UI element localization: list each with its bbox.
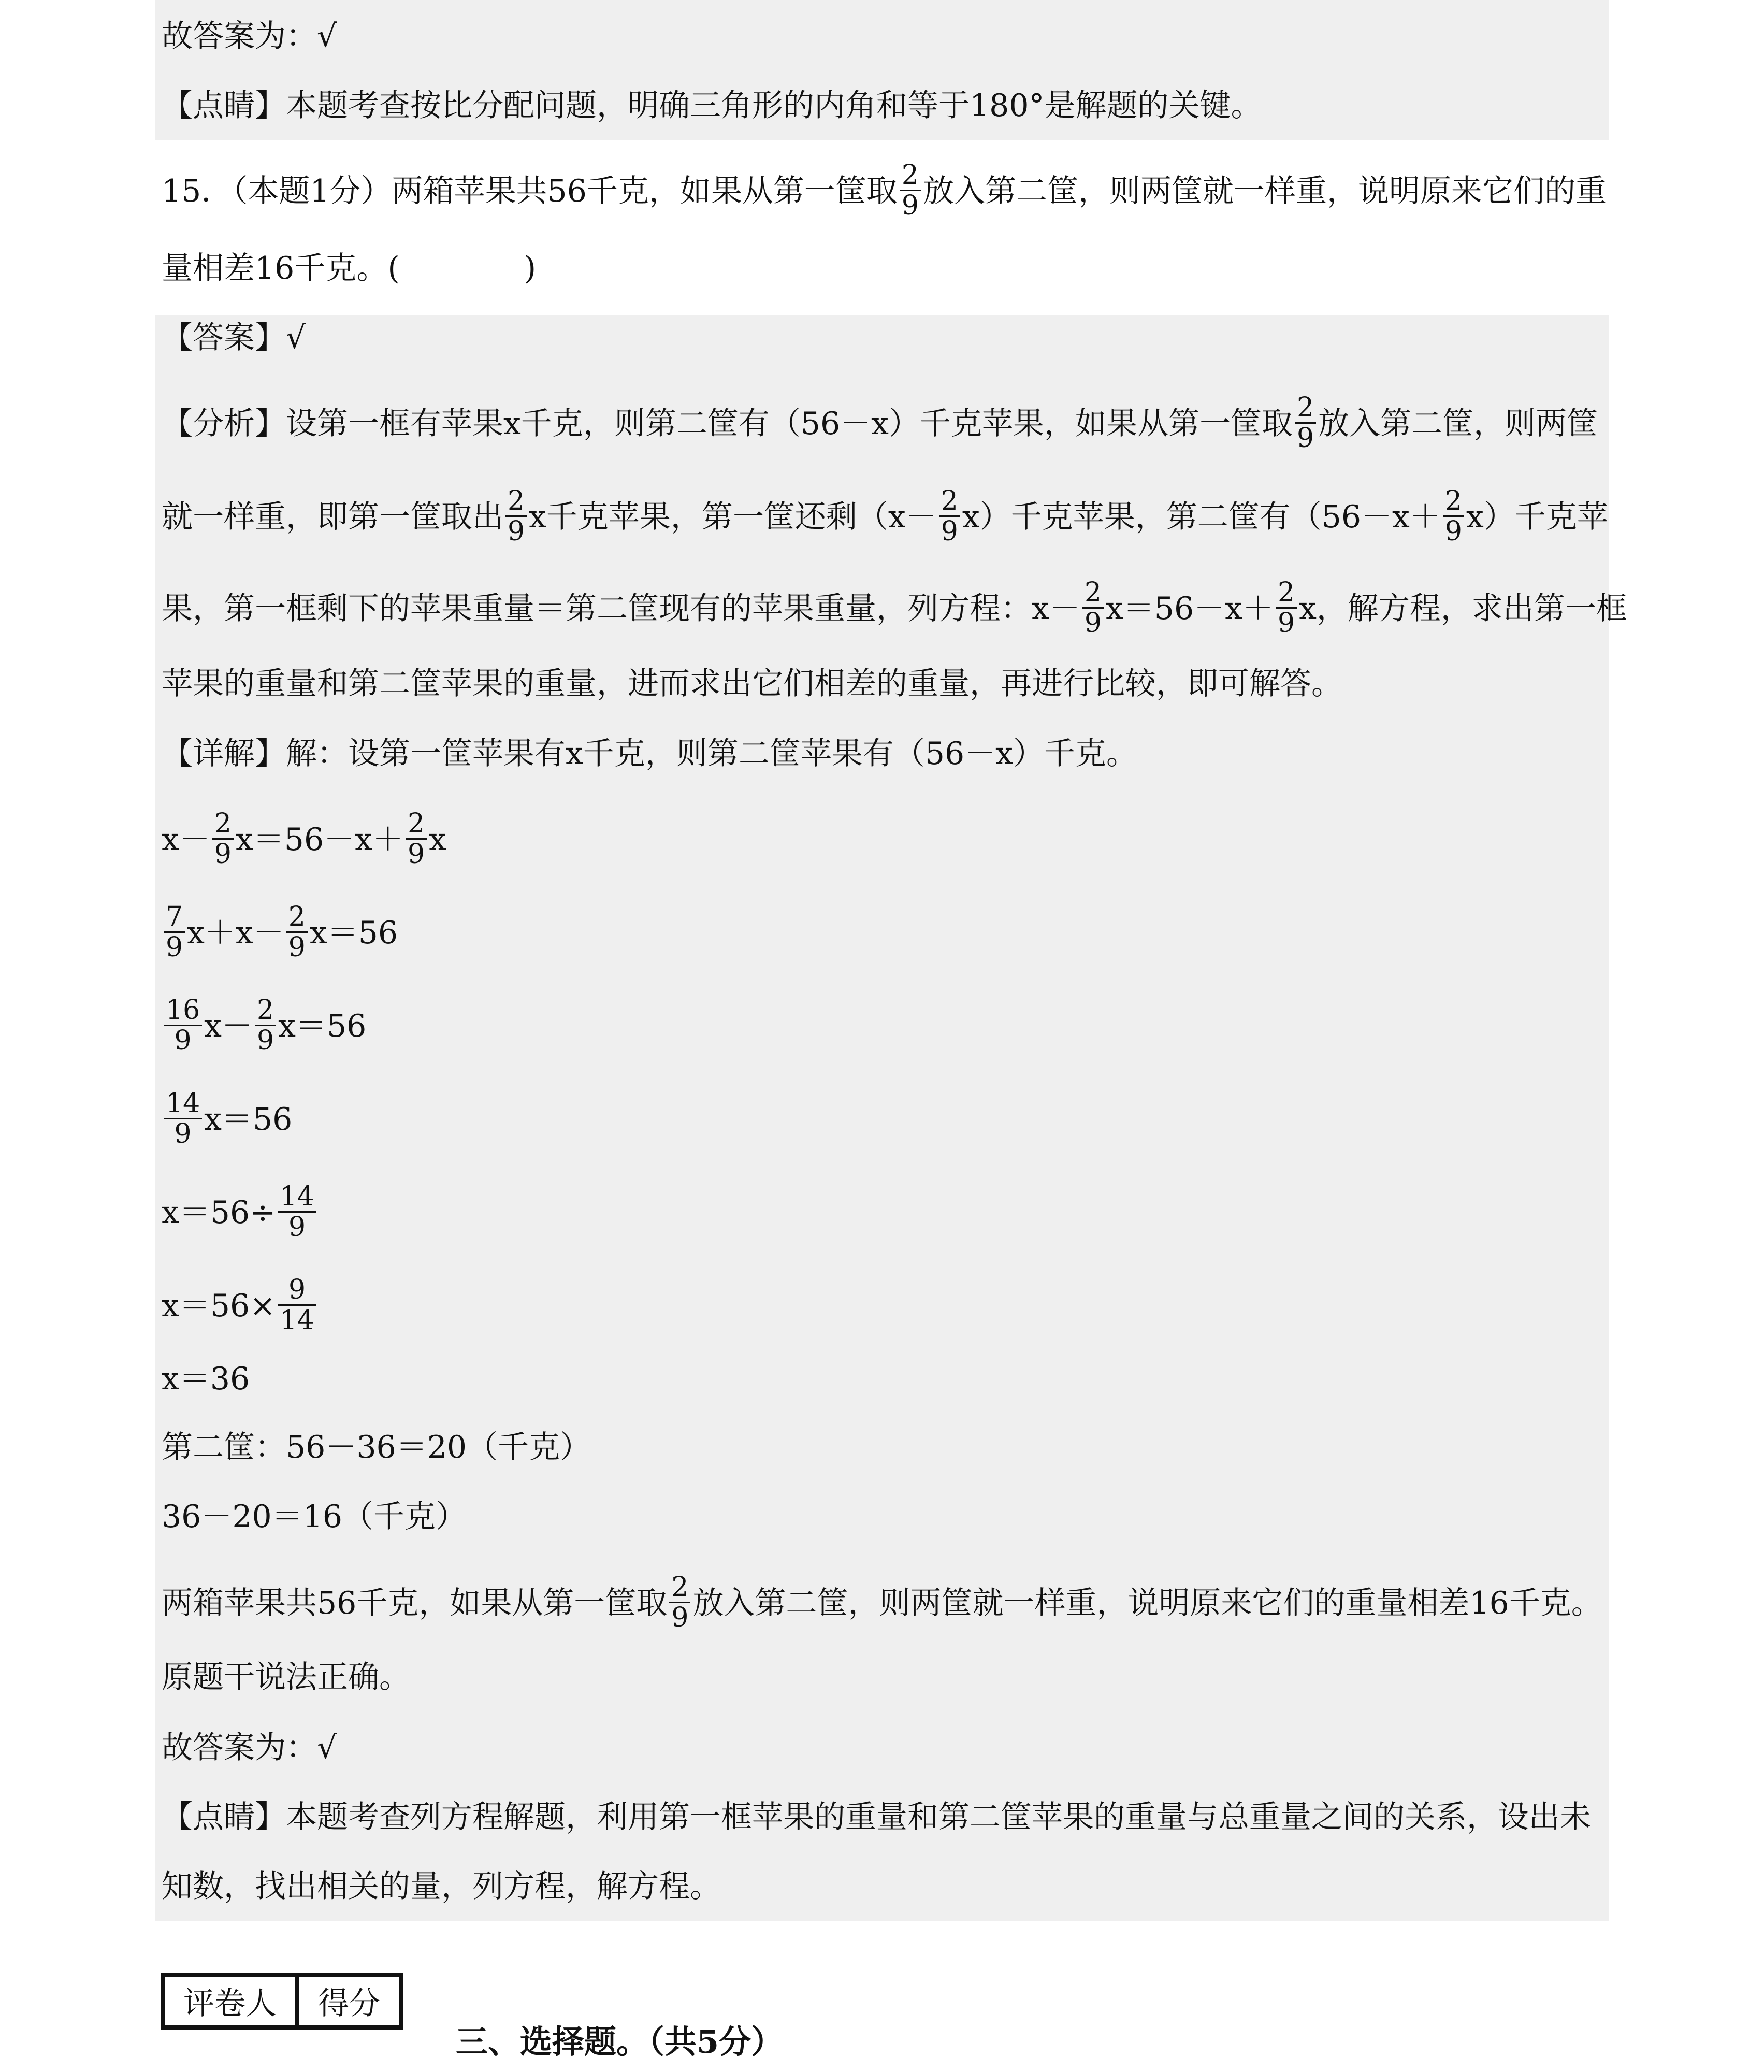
fraction: $\frac{2}{9}$ — [212, 809, 234, 869]
fraction: $\frac{2}{9}$ — [286, 902, 308, 962]
conclusion-line-2: 原题干说法正确。 — [162, 1659, 410, 1695]
fraction: $\frac{2}{9}$ — [939, 486, 960, 546]
equation-5: x＝56÷ $\frac{14}{9}$ — [162, 1185, 319, 1245]
grading-table — [161, 1973, 403, 2030]
analysis-line-3: 果，第一框剩下的苹果重量＝第二筐现有的苹果重量，列方程：x－ $\frac{2}{9}$ x＝56－x＋ $\frac{2}{9}$ x，解方程，求出第一框 — [162, 577, 1627, 639]
equation-3: $\frac{16}{9}$ x－ $\frac{2}{9}$ x＝56 — [162, 999, 366, 1058]
fraction: $\frac{2}{9}$ — [669, 1573, 690, 1632]
comment-line-2: 知数，找出相关的量，列方程，解方程。 — [162, 1868, 721, 1905]
comment-line-1: 【点睛】本题考查列方程解题，利用第一框苹果的重量和第二筐苹果的重量与总重量之间的关系，设出未 — [162, 1799, 1591, 1835]
prev-comment: 【点睛】本题考查按比分配问题，明确三角形的内角和等于180°是解题的关键。 — [162, 88, 1262, 124]
fraction: $\frac{9}{14}$ — [278, 1275, 316, 1335]
fraction: $\frac{2}{9}$ — [1295, 393, 1316, 453]
question-line-1: 15．（本题1分）两箱苹果共56千克，如果从第一筐取 $\frac{2}{9}$ 放入第二筐，则两筐就一样重，说明原来它们的重 — [162, 160, 1607, 221]
analysis-line-1: 【分析】设第一框有苹果x千克，则第二筐有（56－x）千克苹果，如果从第一筐取 $\frac{2}{9}$ 放入第二筐，则两筐 — [162, 392, 1598, 454]
section-heading: 三、选择题。（共5分） — [456, 2023, 784, 2061]
fraction: $\frac{2}{9}$ — [406, 809, 427, 869]
step-2: 36－20＝16（千克） — [162, 1499, 467, 1535]
fraction: $\frac{2}{9}$ — [505, 486, 527, 546]
analysis-line-2: 就一样重，即第一筐取出 $\frac{2}{9}$ x千克苹果，第一筐还剩（x－ $\frac{2}{9}$ x）千克苹果，第二筐有（56－x＋ $\frac{2}{9}$ x）千克苹 — [162, 485, 1608, 547]
question-line-2: 量相差16千克。( ) — [162, 250, 537, 286]
detail-line: 【详解】解：设第一筐苹果有x千克，则第二筐苹果有（56－x）千克。 — [162, 736, 1138, 772]
fraction: $\frac{2}{9}$ — [1082, 578, 1104, 638]
grader-cell: 评卷人 — [163, 1975, 297, 2027]
fraction: $\frac{2}{9}$ — [900, 161, 921, 220]
equation-4: $\frac{14}{9}$ x＝56 — [162, 1092, 292, 1152]
answer-label: 【答案】√ — [162, 320, 306, 356]
conclusion-line-1: 两箱苹果共56千克，如果从第一筐取 $\frac{2}{9}$ 放入第二筐，则两筐就一样重，说明原来它们的重量相差16千克。 — [162, 1572, 1602, 1633]
fraction: $\frac{7}{9}$ — [164, 902, 185, 962]
fraction: $\frac{2}{9}$ — [1276, 578, 1297, 638]
prev-answer: 故答案为：√ — [162, 18, 337, 54]
fraction: $\frac{2}{9}$ — [1443, 486, 1464, 546]
fraction: $\frac{14}{9}$ — [164, 1089, 202, 1148]
equation-7: x＝36 — [162, 1361, 250, 1397]
fraction: $\frac{2}{9}$ — [255, 996, 276, 1055]
equation-2: $\frac{7}{9}$ x＋x－ $\frac{2}{9}$ x＝56 — [162, 905, 398, 965]
score-cell: 得分 — [297, 1975, 401, 2027]
fraction: $\frac{16}{9}$ — [164, 996, 202, 1055]
equation-1: x－ $\frac{2}{9}$ x＝56－x＋ $\frac{2}{9}$ x — [162, 808, 446, 870]
analysis-line-4: 苹果的重量和第二筐苹果的重量，进而求出它们相差的重量，再进行比较，即可解答。 — [162, 666, 1342, 702]
step-1: 第二筐：56－36＝20（千克） — [162, 1429, 591, 1465]
final-answer: 故答案为：√ — [162, 1730, 337, 1766]
fraction: $\frac{14}{9}$ — [278, 1182, 316, 1242]
equation-6: x＝56× $\frac{9}{14}$ — [162, 1278, 319, 1338]
